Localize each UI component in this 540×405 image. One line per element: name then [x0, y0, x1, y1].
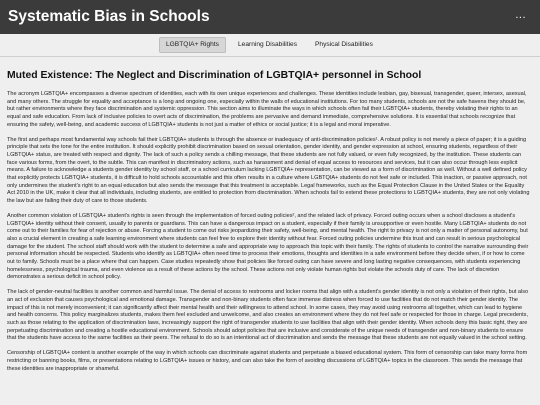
article-paragraph: The acronym LGBTQIA+ encompasses a diverse spectrum of identities, each with its own unique experiences and challenges. These identities include lesbian, gay, bisexual, transgender, queer, intersex, asexual, and many others. The struggle for equality and acceptance is a long and ongoing one, especially within the walls of educational institutions. For too many students, schools are not the safe havens they should be, but rather environments where they face discrimination and systemic oppression. This section aims to illuminate the ways in which schools often fail their LGBTQIA+ students, thereby violating their rights to an equal and safe education. From lack of inclusive policies to overt acts of discrimination, the problems are pervasive and demand immediate, comprehensive solutions. It is essential that schools recognize that ensuring the safety, well-being, and academic success of LGBTQIA+ students is not just a matter of ethics or social justice; it is a legal and moral imperative. — [7, 91, 527, 128]
more-menu-icon[interactable]: ... — [515, 9, 526, 21]
article-paragraph: Censorship of LGBTQIA+ content is another example of the way in which schools can discriminate against students and perpetuate a biased educational system. This form of censorship can take many forms from restricting or banning books, films, or presentations relating to LGBTQIA+ issues or history, and can also take the form of avoiding discussions of LGBTQIA+ topics in the classroom. This sends the message that these identities are inappropriate or shameful. — [7, 350, 528, 372]
article-paragraph: The lack of gender-neutral facilities is another common and harmful issue. The denial of access to restrooms and locker rooms that align with a student's gender identity is not only a violation of their rights, but also an act of exclusion that causes psychological and emotional damage. Transgender and non-binary students often face immense distress when forced to use facilities that do not match their gender identity. The impact of this is not merely inconvenient; it can significantly affect their mental health and their willingness to attend school. In some cases, they may avoid using restrooms all together, which can lead to hygiene and health concerns. This policy marginalizes students, makes them feel excluded and unwelcome, and also creates an environment where they do not feel safe or respected for those in charge. Legal precedents, such as those relating to the application of discrimination laws, increasingly support the right of transgender students to use facilities that align with their gender identity. When schools deny this basic right, they are perpetuating discrimination and creating a hostile educational environment. Schools should adopt policies that are inclusive and considerate of the unique needs of transgender and non-binary students to ensure that the students have access to the same facilities as their peers. The refusal to do so is an intentional act of discrimination and sends the message that these students are not equally valued in the school setting. — [7, 289, 529, 342]
tab-physical-disabilities[interactable]: Physical Disabilities — [315, 41, 373, 48]
main-content — [0, 57, 540, 405]
article-paragraph: Another common violation of LGBTQIA+ student's rights is seen through the implementation of forced outing policies², and the related lack of privacy. Forced outing occurs when a school discloses a student's LGBTQIA+ identity without their consent, usually to parents or guardians. This can have a dangerous impact on a student, especially if their family is unsupportive or even hostile. Many LGBTQIA+ students do not come out to their families for fear of rejection or abuse. Forcing a student to come out risks jeopardizing their safety, well-being, and mental health. The right to privacy is not only a matter of personal autonomy, but also a crucial element in creating a safe learning environment where students can feel free to explore their identity without fear. Forced outing policies undermine this trust and can result in serious psychological damage for the student. The school staff should work with the student to determine a safe and appropriate way to approach this topic with their family. The rights of students to control the narrative surrounding their personal information should be respected. Students who identify as LGBTQIA+ often need time to process their emotions, thoughts and identities in a safe environment before they decide when, if or how to come out to family. Schools must be a place where that can happen. Case studies repeatedly show that policies like forced outing can have severe and long lasting negative consequences, with students experiencing homelessness, psychological trauma, and even violence as a result of these actions by the school. These actions not only violate human rights but violate the schools duty of care. The lack of discretion demonstrates a serious deficit in school policy. — [7, 212, 529, 281]
article-body — [7, 91, 531, 380]
tab-lgbtqia-rights[interactable]: LGBTQIA+ Rights — [159, 37, 226, 53]
tab-bar — [0, 34, 540, 57]
page-title: Systematic Bias in Schools — [8, 8, 210, 25]
tab-learning-disabilities[interactable]: Learning Disabilities — [238, 41, 298, 48]
article-title: Muted Existence: The Neglect and Discrimination of LGBTQIA+ personnel in School — [7, 70, 422, 81]
app-header — [0, 0, 540, 34]
article-paragraph: The first and perhaps most fundamental way schools fail their LGBTQIA+ students is through the absence or inadequacy of anti-discrimination policies¹. A robust policy is not merely a piece of paper; it is a guiding principle that sets the tone for the entire institution. It should explicitly prohibit discrimination based on sexual orientation, gender identity, and gender expression at school, ensuring students, regardless of their LGBTQIA+ status, are treated with respect and dignity. The lack of such a policy sends a chilling message, that these students are not fully valued, or even fully recognized, by the institution. These students can face various forms, from the overt, to the subtle. This can manifest in discriminatory actions, such as harassment and denial of equal access to resources and services, but it can also occur through less explicit means. A failure to acknowledge a students gender identity by school staff, or a school curriculum lacking LGBTQIA+ representation, can be viewed as a form of discrimination as well. Without a well defined policy that explicitly protects LGBTQIA+ students, it is difficult to hold schools accountable and this often results in a culture where LGBTQIA+ students do not feel safe or included. This inaction, or passive approach, not only undermines the student's right to an equal education but also sends the message that this treatment is acceptable. Legal frameworks, such as the Equal Protection Clause in the United States or the Equality Act 2010 in the UK, make it clear that all individuals, including students, are entitled to protection from discrimination. When schools fail to extend these protections to LGBTQIA+ students, they are not only violating the law but are failing their duty of care to those students. — [7, 136, 530, 205]
